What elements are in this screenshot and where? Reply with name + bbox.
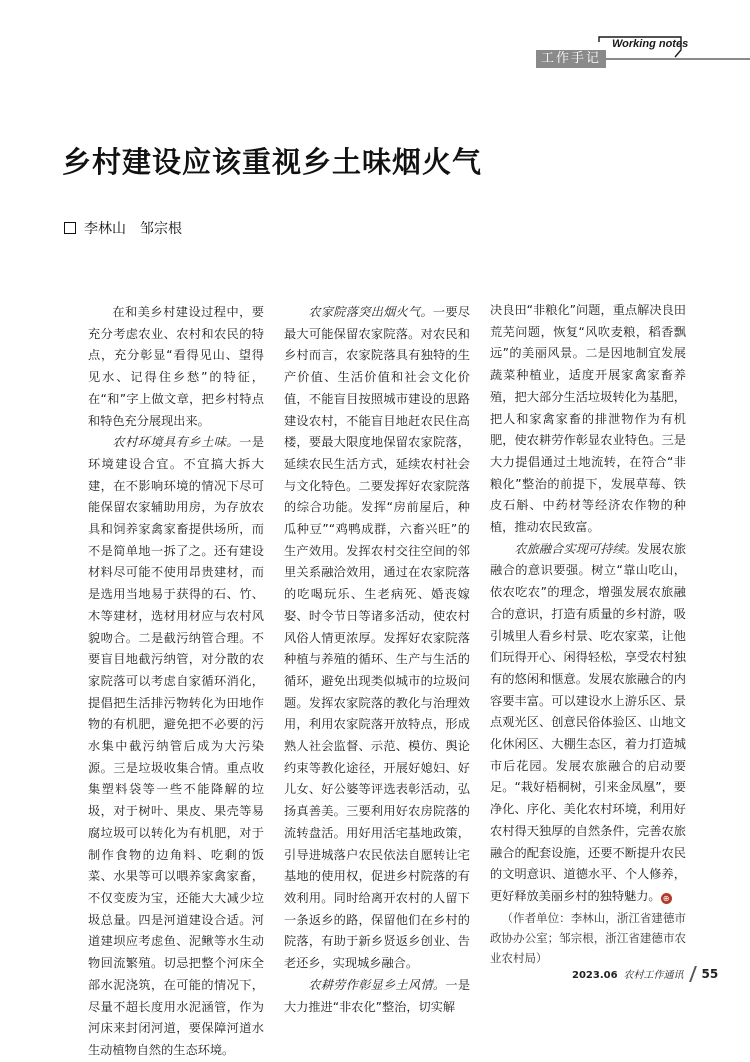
paragraph-text: 一是环境建设合宜。不宜搞大拆大建，在不影响环境的情况下尽可能保留农家辅助用房，为存放农具和饲养家禽家畜提供场所，而不是简单地一拆了之。还有建设材料尽可能不使用昂贵建材，而是选用当地易于获得的石、竹、木等建材，选材用材应与农村风貌吻合。二是截污纳管合理。不要盲目地截污纳管，对分散的农家院落可以考虑自家循环消化，提倡把生活排污物转化为田地作物的有机肥，避免把不必要的污水集中截污纳管后成为大污染源。三是垃圾收集合情。重点收集塑料袋等一些不能降解的垃圾，对于树叶、果皮、果壳等易腐垃圾可以转化为有机肥，对于制作食物的边角料、吃剩的饭菜、水果等可以喂养家禽家畜，不仅变废为宝，还能大大减少垃圾总量。四是河道建设合适。河道建坝应考虑鱼、泥鳅等水生动物回流繁殖。切忌把整个河床全部水泥浇筑，在可能的情况下，尽量不超长度用水泥涵管，作为河床来封闭河道，要保障河道水生动植物自然的生态环境。 [88, 435, 265, 1057]
byline-square-icon [64, 222, 76, 234]
magazine-name: 农村工作通讯 [623, 970, 684, 981]
paragraph-text: 在和美乡村建设过程中，要充分考虑农业、农村和农民的特点，充分彰显“看得见山、望得见水、记得住乡愁”的特征，在“和”字上做文章，把乡村特点和特色充分展现出来。 [88, 305, 264, 428]
paragraph [490, 300, 686, 539]
paragraph-lead-heading: 农旅融合实现可持续。 [514, 541, 638, 556]
paragraph [284, 975, 470, 1018]
paragraph [284, 302, 470, 975]
author-affiliation-note [490, 908, 686, 968]
section-label-cn: 工作手记 [536, 50, 606, 68]
header-rule [606, 58, 750, 60]
author-2: 邹宗根 [140, 221, 182, 237]
byline [64, 218, 182, 238]
article-end-icon: ⊕ [661, 893, 672, 904]
footer-divider [689, 966, 697, 982]
page-number: 55 [701, 967, 719, 981]
column-3 [490, 300, 686, 968]
author-1: 李林山 [84, 221, 126, 237]
paragraph [88, 302, 264, 432]
paragraph-lead-heading: 农村环境具有乡土味。 [112, 435, 240, 450]
issue-date: 2023.06 [572, 970, 618, 981]
section-label-en: Working notes [612, 38, 689, 50]
page-footer [572, 966, 718, 982]
paragraph-text: 一要尽最大可能保留农家院落。对农民和乡村而言，农家院落具有独特的生产价值、生活价值和社会文化价值，不能盲目按照城市建设的思路建设农村，不能盲目地赶农民住高楼，要最大限度地保留农家院落，延续农民生活方式，延续农村社会与文化特色。二要发挥好农家院落的综合功能。发挥“房前屋后，种瓜种豆”“鸡鸭成群，六畜兴旺”的生产效用。发挥农村交往空间的邻里关系融洽效用，通过在农家院落的吃喝玩乐、生老病死、婚丧嫁娶、时令节日等诸多活动，使农村风俗人情更浓厚。发挥好农家院落种植与养殖的循环、生产与生活的循环，避免出现类似城市的垃圾问题。发挥农家院落的教化与治理效用，利用农家院落开放特点，形成熟人社会监督、示范、模仿、舆论约束等教化途径，开展好媳妇、好儿女、好公婆等评选表彰活动，弘扬真善美。三要利用好农房院落的流转盘活。用好用活宅基地政策，引导进城落户农民依法自愿转让宅基地的使用权，促进乡村院落的有效利用。同时给离开农村的人留下一条返乡的路，保留他们在乡村的院落，有助于新乡贤返乡创业、告老还乡，实现城乡融合。 [284, 305, 471, 971]
paragraph-text: （作者单位：李林山，浙江省建德市政协办公室；邹宗根，浙江省建德市农业农村局） [490, 910, 686, 965]
paragraph-text: 发展农旅融合的意识要强。树立“靠山吃山，依农吃农”的理念，增强发展农旅融合的意识，打造有质量的乡村游，吸引城里人看乡村景、吃农家菜，让他们玩得开心、闲得轻松，享受农村独有的悠闲和惬意。发展农旅融合的内容要丰富。可以建设水上游乐区、景点观光区、创意民俗体验区、山地文化休闲区、大棚生态区，着力打造城市后花园。发展农旅融合的启动要足。“栽好梧桐树，引来金凤凰”，要净化、序化、美化农村环境，利用好农村得天独厚的自然条件，完善农旅融合的配套设施，还要不断提升农民的文明意识、道德水平、个人修养，更好释放美丽乡村的独特魅力。 [490, 541, 687, 903]
article-title: 乡村建设应该重视乡土味烟火气 [62, 145, 483, 179]
paragraph [88, 432, 264, 1061]
column-1 [88, 302, 264, 1062]
paragraph-lead-heading: 农家院落突出烟火气。 [308, 305, 433, 319]
paragraph-text: 决良田“非粮化”问题，重点解决良田荒芜问题，恢复“风吹麦粮，稻香飘远”的美丽风景。二是因地制宜发展蔬菜种植业，适度开展家禽家畜养殖，把大部分生活垃圾转化为基肥，把人和家禽家畜的排泄物作为有机肥，使农耕劳作彰显农业特色。三是大力提倡通过土地流转，在符合“非粮化”整治的前提下，发展草莓、铁皮石斛、中药材等经济农作物的种植，推动农民致富。 [490, 303, 686, 535]
paragraph [490, 539, 686, 908]
paragraph-lead-heading: 农耕劳作彰显乡土风情。 [308, 977, 446, 992]
column-2 [284, 302, 470, 1018]
paragraph-text: 一是大力推进“非农化”整治，切实解 [284, 977, 471, 1014]
